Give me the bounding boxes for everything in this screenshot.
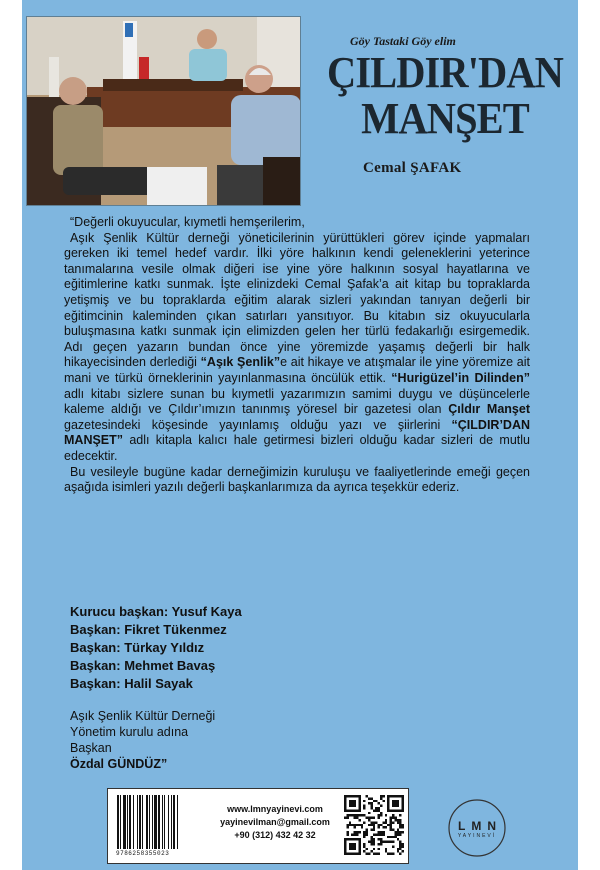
qr-module xyxy=(394,836,396,838)
qr-module xyxy=(358,824,360,826)
signature-line-1: Aşık Şenlik Kültür Derneği xyxy=(70,709,216,723)
qr-module xyxy=(378,831,380,833)
qr-module xyxy=(399,824,401,826)
qr-module xyxy=(399,833,401,835)
qr-module xyxy=(390,841,392,843)
barcode-bar xyxy=(142,795,143,849)
qr-module xyxy=(385,819,387,821)
qr-module xyxy=(363,845,365,847)
qr-module xyxy=(392,800,399,807)
qr-module xyxy=(382,841,384,843)
qr-module xyxy=(402,831,404,833)
qr-module xyxy=(382,826,384,828)
president-item: Başkan: Türkay Yıldız xyxy=(70,640,205,655)
qr-module xyxy=(358,814,360,816)
p1-bold-ask-senlik: “Aşık Şenlik” xyxy=(200,355,281,370)
qr-module xyxy=(390,829,392,831)
qr-module xyxy=(354,826,356,828)
qr-module xyxy=(368,819,370,821)
qr-module xyxy=(390,821,392,823)
publisher-phone: +90 (312) 432 42 32 xyxy=(234,830,316,840)
qr-module xyxy=(370,829,372,831)
qr-module xyxy=(368,797,370,799)
qr-module xyxy=(368,817,370,819)
qr-module xyxy=(370,836,372,838)
barcode-bar xyxy=(133,795,134,849)
book-title-line1: ÇILDIR'DAN xyxy=(327,48,563,97)
qr-module xyxy=(378,809,380,811)
qr-module xyxy=(378,853,380,855)
qr-module xyxy=(363,833,365,835)
qr-module xyxy=(394,819,396,821)
qr-module xyxy=(366,831,368,833)
book-title xyxy=(312,50,579,142)
qr-module xyxy=(368,853,370,855)
qr-module xyxy=(363,814,365,816)
president-item: Kurucu başkan: Yusuf Kaya xyxy=(70,604,242,619)
president-item: Başkan: Halil Sayak xyxy=(70,676,193,691)
qr-module xyxy=(349,824,351,826)
qr-module xyxy=(399,845,401,847)
qr-module xyxy=(354,817,356,819)
barcode-bar xyxy=(177,795,178,849)
qr-module xyxy=(354,831,356,833)
qr-module xyxy=(397,821,399,823)
qr-module xyxy=(349,843,356,850)
qr-module xyxy=(358,819,360,821)
qr-module xyxy=(373,848,375,850)
qr-module xyxy=(392,821,394,823)
qr-module xyxy=(363,805,365,807)
qr-module xyxy=(363,850,365,852)
qr-module xyxy=(370,805,372,807)
barcode-bar xyxy=(127,795,128,849)
qr-module xyxy=(397,838,399,840)
barcode-bar xyxy=(139,795,141,849)
qr-module xyxy=(378,826,380,828)
qr-module xyxy=(368,841,370,843)
author-name: Cemal ŞAFAK xyxy=(363,160,462,176)
qr-module xyxy=(380,831,382,833)
qr-module xyxy=(402,824,404,826)
qr-module xyxy=(402,826,404,828)
qr-module xyxy=(363,807,365,809)
cover-photo xyxy=(26,16,301,206)
qr-module xyxy=(385,826,387,828)
barcode-bar xyxy=(123,795,126,849)
barcode-bar xyxy=(149,795,150,849)
qr-module xyxy=(363,843,365,845)
qr-module xyxy=(380,824,382,826)
qr-module xyxy=(373,817,375,819)
presidents-list xyxy=(70,603,242,693)
qr-module xyxy=(380,805,382,807)
qr-module xyxy=(392,845,394,847)
qr-module xyxy=(351,833,353,835)
qr-module xyxy=(370,843,372,845)
qr-module xyxy=(370,824,372,826)
qr-module xyxy=(366,795,368,797)
publisher-email: yayinevilman@gmail.com xyxy=(220,817,330,827)
qr-module xyxy=(399,821,401,823)
qr-module xyxy=(385,841,387,843)
qr-module xyxy=(366,829,368,831)
qr-module xyxy=(366,848,368,850)
barcode-bar xyxy=(154,795,157,849)
qr-module xyxy=(344,817,346,819)
barcode-bar xyxy=(173,795,175,849)
qr-module xyxy=(370,802,372,804)
salutation: “Değerli okuyucular, kıymetli hemşerilerim, xyxy=(70,215,305,229)
qr-module xyxy=(370,838,372,840)
qr-module xyxy=(373,833,375,835)
qr-module xyxy=(368,802,370,804)
qr-module xyxy=(354,814,356,816)
qr-module xyxy=(385,814,387,816)
barcode-bar xyxy=(164,795,165,849)
qr-module xyxy=(378,843,380,845)
publisher-website: www.lmnyayinevi.com xyxy=(227,804,323,814)
qr-module xyxy=(399,814,401,816)
qr-module xyxy=(378,833,380,835)
barcode-bar xyxy=(171,795,172,849)
qr-module xyxy=(368,812,370,814)
intro-paragraph-2: Bu vesileyle bugüne kadar derneğimizin kuruluşu ve faaliyetlerinde emeği geçen aşağıda isimleri yazılı değerli başkanlarımıza da ayrıca teşekkür ederiz. xyxy=(64,464,530,495)
qr-module xyxy=(397,819,399,821)
qr-module xyxy=(378,848,380,850)
barcode-icon xyxy=(116,795,211,849)
qr-module xyxy=(373,821,375,823)
qr-module xyxy=(387,824,389,826)
qr-module xyxy=(356,833,358,835)
qr-module xyxy=(380,814,382,816)
signature-line-2: Yönetim kurulu adına xyxy=(70,725,189,739)
barcode-bar xyxy=(152,795,153,849)
qr-module xyxy=(375,821,377,823)
qr-module xyxy=(380,841,382,843)
qr-module xyxy=(380,833,382,835)
qr-module xyxy=(382,795,384,797)
p1-text-b: e ait hikaye ve atışmalar ile yine yöremize ait mani ve türkü örneklerinin yayınlanmasına öncülük ettik. xyxy=(64,355,530,385)
qr-module xyxy=(366,833,368,835)
qr-module xyxy=(399,826,401,828)
qr-module xyxy=(385,850,387,852)
p1-text-d: gazetesindeki köşesinde yayınlamış olduğu yazı ve şiirlerini xyxy=(64,417,441,432)
qr-module xyxy=(361,826,363,828)
signature-line-3: Başkan xyxy=(70,741,112,755)
signature-block xyxy=(70,708,215,772)
qr-module xyxy=(397,848,399,850)
qr-module xyxy=(397,829,399,831)
barcode-bar xyxy=(146,795,148,849)
qr-module xyxy=(397,831,399,833)
qr-module xyxy=(394,831,396,833)
qr-module xyxy=(397,850,399,852)
qr-module xyxy=(382,831,384,833)
qr-module xyxy=(368,824,370,826)
publisher-contact xyxy=(214,803,336,842)
qr-module xyxy=(378,824,380,826)
qr-code-icon xyxy=(344,795,404,855)
qr-module xyxy=(358,831,360,833)
qr-module xyxy=(380,812,382,814)
qr-module xyxy=(390,819,392,821)
qr-module xyxy=(380,843,382,845)
qr-module xyxy=(370,850,372,852)
qr-module xyxy=(378,807,380,809)
qr-module xyxy=(387,836,389,838)
qr-module xyxy=(380,795,382,797)
qr-module xyxy=(394,833,396,835)
qr-module xyxy=(346,826,348,828)
publisher-logo xyxy=(446,797,508,859)
qr-module xyxy=(390,817,392,819)
qr-module xyxy=(356,831,358,833)
qr-module xyxy=(361,824,363,826)
p1-text-c: adlı kitabı sizlere sunan bu kıymetli yazarımızın samimi duygu ve düşüncelerle kaleme aldığı ve Çıldır’ımızın tanınmış yöresel bir gazetesi olan xyxy=(64,386,530,417)
qr-module xyxy=(375,809,377,811)
qr-module xyxy=(397,833,399,835)
qr-module xyxy=(356,814,358,816)
photo-of-four-men-in-office-icon xyxy=(27,17,300,205)
qr-module xyxy=(378,838,380,840)
p1-text-e: adlı kitapla kalıcı hale getirmesi bizleri olduğu kadar sizleri de mutlu edecektir. xyxy=(64,433,530,463)
qr-module xyxy=(370,817,372,819)
barcode-bar xyxy=(158,795,160,849)
qr-module xyxy=(354,824,356,826)
book-title-line2: MANŞET xyxy=(361,94,529,143)
qr-module xyxy=(382,833,384,835)
qr-module xyxy=(382,821,384,823)
qr-module xyxy=(378,817,380,819)
qr-module xyxy=(399,831,401,833)
qr-module xyxy=(380,797,382,799)
qr-module xyxy=(356,824,358,826)
qr-module xyxy=(387,853,389,855)
qr-module xyxy=(382,800,384,802)
qr-module xyxy=(363,800,365,802)
qr-module xyxy=(351,824,353,826)
logo-subtext: YAYINEVİ xyxy=(457,833,497,839)
qr-module xyxy=(373,841,375,843)
qr-module xyxy=(373,843,375,845)
qr-module xyxy=(349,800,356,807)
qr-module xyxy=(390,836,392,838)
qr-module xyxy=(351,814,353,816)
qr-module xyxy=(363,836,365,838)
qr-module xyxy=(378,814,380,816)
publisher-info-box xyxy=(107,788,409,864)
qr-module xyxy=(392,836,394,838)
qr-module xyxy=(394,817,396,819)
qr-module xyxy=(366,853,368,855)
president-item: Başkan: Fikret Tükenmez xyxy=(70,622,227,637)
qr-module xyxy=(346,824,348,826)
cover-subtitle: Göy Tastaki Göy elim xyxy=(350,34,456,48)
qr-module xyxy=(392,853,394,855)
qr-module xyxy=(373,824,375,826)
qr-module xyxy=(402,845,404,847)
qr-module xyxy=(399,843,401,845)
barcode-bar xyxy=(137,795,138,849)
qr-module xyxy=(346,831,348,833)
signature-name: Özdal GÜNDÜZ” xyxy=(70,757,168,771)
qr-module xyxy=(354,833,356,835)
p1-bold-cildir-manset: Çıldır Manşet xyxy=(448,402,530,417)
qr-module xyxy=(392,829,394,831)
qr-module xyxy=(370,821,372,823)
qr-module xyxy=(399,853,401,855)
qr-module xyxy=(373,826,375,828)
qr-module xyxy=(370,807,372,809)
qr-module xyxy=(373,800,375,802)
qr-module xyxy=(399,841,401,843)
qr-module xyxy=(380,838,382,840)
qr-module xyxy=(349,821,351,823)
logo-text: LMN xyxy=(458,819,502,833)
barcode-bar xyxy=(168,795,169,849)
qr-module xyxy=(361,814,363,816)
qr-module xyxy=(370,797,372,799)
intro-paragraph-1 xyxy=(64,231,530,465)
qr-module xyxy=(402,843,404,845)
qr-module xyxy=(370,841,372,843)
qr-module xyxy=(399,848,401,850)
qr-module xyxy=(375,800,377,802)
back-cover-text xyxy=(64,215,530,496)
qr-module xyxy=(392,841,394,843)
qr-module xyxy=(373,829,375,831)
barcode-bar xyxy=(129,795,131,849)
qr-module xyxy=(402,850,404,852)
qr-module xyxy=(363,821,365,823)
barcode-number: 9786258355023 xyxy=(116,850,170,857)
qr-module xyxy=(373,838,375,840)
qr-module xyxy=(373,853,375,855)
p1-text-a: Aşık Şenlik Kültür derneği yöneticilerinin yürüttükleri görev içinde yapmaları gereken iki temel hedef vardır. İlki yöre halkının kendi geleneklerini yeterince tanımalarına vesile olmak diğeri ise yine yöre halkının sosyal hayatlarına ve eğitimlerine katkı sunmak. İşte elinizdeki Cemal Şafak’a ait kitap bu topraklarda yetişmiş ve bu topraklarda eğitim alarak sizleri yakından tanıyan değerli bir eğitimcinin kaleminden çıkan satırları yansıtıyor. Bu kitabın siz okuyucularla buluşmasına katkı sunmak için elimizden gelen her türlü fedakarlığı esirgemedik. Adı geçen yazarın bundan önce yine yöremizde yaşamış değerli bir halk hikayecisinden derlediği xyxy=(64,230,530,370)
qr-module xyxy=(385,821,387,823)
qr-module xyxy=(375,807,377,809)
qr-module xyxy=(387,841,389,843)
qr-module xyxy=(375,833,377,835)
barcode-bar xyxy=(162,795,163,849)
qr-module xyxy=(390,853,392,855)
p1-bold-book-title: “ÇILDIR’DAN MANŞET” xyxy=(64,417,530,448)
president-item: Başkan: Mehmet Bavaş xyxy=(70,658,216,673)
qr-module xyxy=(346,814,348,816)
qr-module xyxy=(390,826,392,828)
qr-module xyxy=(392,817,394,819)
barcode-bar xyxy=(117,795,119,849)
qr-module xyxy=(356,817,358,819)
qr-module xyxy=(366,817,368,819)
qr-module xyxy=(349,814,351,816)
barcode-bar xyxy=(120,795,121,849)
qr-module xyxy=(399,819,401,821)
qr-module xyxy=(392,814,394,816)
qr-module xyxy=(378,802,380,804)
qr-module xyxy=(390,824,392,826)
qr-module xyxy=(375,853,377,855)
qr-module xyxy=(363,831,365,833)
qr-module xyxy=(346,833,348,835)
qr-module xyxy=(373,809,375,811)
qr-module xyxy=(385,848,387,850)
p1-bold-huriguzel: “Hurigüzel’in Dilinden” xyxy=(391,370,530,385)
qr-module xyxy=(346,817,348,819)
